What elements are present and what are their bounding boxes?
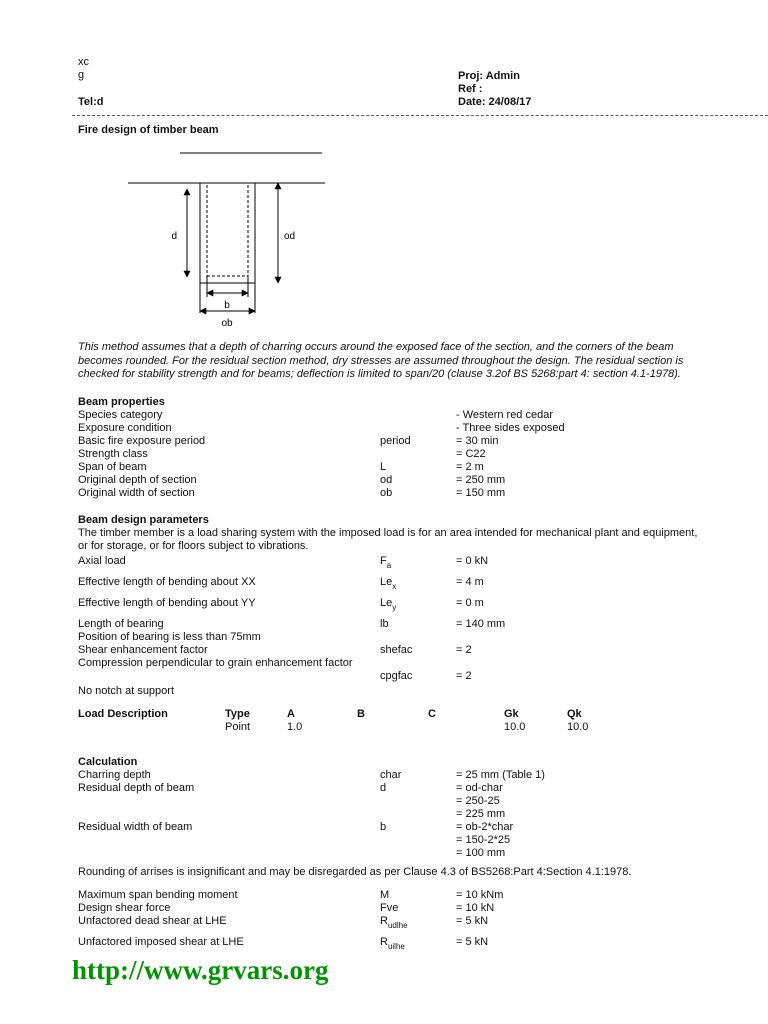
calculation-row — [78, 936, 702, 949]
dimension-ob-label: ob — [221, 318, 233, 329]
property-label: Exposure condition — [78, 421, 172, 434]
calculation-row — [78, 889, 702, 902]
calculation-rows-2 — [78, 889, 702, 949]
parameter-label: Compression perpendicular to grain enhancement factor — [78, 656, 353, 669]
parameter-value — [456, 657, 702, 670]
calculation-label: Unfactored imposed shear at LHE — [78, 935, 244, 948]
parameter-label: Shear enhancement factor — [78, 643, 208, 656]
property-row — [78, 435, 702, 448]
load-description-cell — [78, 721, 225, 734]
dimension-d-label: d — [171, 231, 177, 242]
parameter-value: = 2 — [456, 643, 472, 656]
load-type-cell: Point — [225, 720, 251, 733]
residual-section-outline — [207, 185, 248, 276]
bearing-position-note: Position of bearing is less than 75mm — [78, 630, 261, 643]
property-row — [78, 448, 702, 461]
calculation-value: = 250-25 — [456, 794, 500, 807]
property-value: = C22 — [456, 447, 486, 460]
calculation-label: Residual width of beam — [78, 820, 193, 833]
header-tel: Tel:d — [78, 96, 104, 108]
load-c-cell — [428, 721, 504, 734]
no-notch-note: No notch at support — [78, 684, 175, 697]
column-b: B — [357, 707, 365, 720]
column-gk: Gk — [504, 707, 519, 720]
header-line2: g — [78, 69, 85, 81]
symbol-subscript: y — [392, 602, 397, 612]
calculation-symbol: Fve — [380, 901, 399, 914]
parameter-row — [78, 576, 702, 589]
parameter-symbol: lb — [380, 617, 389, 630]
symbol-subscript: x — [392, 581, 397, 591]
dimension-od-label: od — [284, 231, 296, 242]
dimension-b-label: b — [224, 300, 230, 311]
dimension-ob — [200, 311, 255, 329]
parameter-row — [78, 670, 702, 683]
method-description: This method assumes that a depth of charring occurs around the exposed face of the section, and the corners of the beam becomes rounded. For the residual section method, dry stresses are assumed throughout the design. The residual section is checked for stability strength and for beams; deflection is limited to span/20 (clause 3.2of BS 5268:part 4: section 4.1-1978). — [78, 341, 684, 380]
calculation-value: = 150-2*25 — [456, 833, 511, 846]
header-left — [78, 56, 103, 109]
symbol-subscript: uilhe — [387, 941, 405, 951]
parameter-row — [78, 597, 702, 610]
load-qk-cell: 10.0 — [567, 720, 589, 733]
load-table-header — [78, 708, 702, 721]
calculation-symbol: $R_{uilhe}$ — [380, 935, 405, 951]
beam-properties-rows — [78, 409, 702, 500]
calculation-symbol: char — [380, 768, 402, 781]
design-parameter-rows — [78, 555, 702, 631]
parameter-row — [78, 618, 702, 631]
property-symbol: period — [380, 434, 411, 447]
property-label: Basic fire exposure period — [78, 434, 206, 447]
parameter-value: = 0 m — [456, 596, 484, 609]
calculation-row — [78, 769, 702, 782]
calculation-row — [78, 782, 702, 821]
property-row — [78, 422, 702, 435]
calculation-label: Design shear force — [78, 901, 171, 914]
dimension-b — [207, 293, 248, 311]
parameter-value: = 2 — [456, 669, 472, 682]
calculation-row — [78, 821, 702, 860]
symbol-subscript: udlhe — [387, 920, 408, 930]
parameter-label: Axial load — [78, 554, 126, 567]
property-value: = 30 min — [456, 434, 499, 447]
section-heading-calculation: Calculation — [78, 755, 138, 768]
calculation-rows — [78, 769, 702, 860]
symbol-subscript: a — [386, 560, 392, 570]
calculation-symbol: b — [380, 820, 387, 833]
property-value: = 150 mm — [456, 486, 506, 499]
design-parameter-rows-2 — [78, 644, 702, 683]
load-gk-cell: 10.0 — [504, 720, 526, 733]
parameter-symbol — [380, 657, 456, 670]
column-type: Type — [225, 707, 250, 720]
calculation-value: = 10 kNm — [456, 888, 504, 901]
parameter-value: = 4 m — [456, 575, 484, 588]
parameter-label: Length of bearing — [78, 617, 164, 630]
property-value: - Western red cedar — [456, 408, 554, 421]
calculation-label: Unfactored dead shear at LHE — [78, 914, 227, 927]
parameter-symbol: $F_a$ — [380, 554, 392, 570]
calculation-value: = 5 kN — [456, 935, 489, 948]
calculation-value-lines — [456, 782, 702, 821]
parameter-symbol: $Le_y$ — [380, 596, 397, 612]
property-symbol — [380, 448, 456, 461]
parameter-row — [78, 644, 702, 657]
calculation-symbol: d — [380, 781, 387, 794]
design-parameters-intro: The timber member is a load sharing system with the imposed load is for an area intended for mechanical plant and equipment, or for storage, or for floors subject to vibrations. — [78, 526, 698, 552]
slab-lines — [128, 153, 325, 183]
property-label: Span of beam — [78, 460, 147, 473]
calculation-label: Charring depth — [78, 768, 151, 781]
section-heading-design-parameters: Beam design parameters — [78, 513, 209, 526]
parameter-symbol: $Le_x$ — [380, 575, 397, 591]
dimension-od — [278, 183, 295, 283]
calculation-label: Maximum span bending moment — [78, 888, 238, 901]
property-row — [78, 474, 702, 487]
load-table-row — [78, 721, 702, 734]
parameter-label — [78, 670, 380, 683]
column-load-description: Load Description — [78, 707, 168, 720]
parameter-symbol: shefac — [380, 643, 413, 656]
property-row — [78, 409, 702, 422]
rounding-note: Rounding of arrises is insignificant and may be disregarded as per Clause 4.3 of BS5268:Part 4:Section 4.1:1978. — [78, 865, 632, 878]
calculation-row — [78, 902, 702, 915]
property-symbol — [380, 409, 456, 422]
column-a: A — [287, 707, 295, 720]
section-heading-beam-properties: Beam properties — [78, 395, 165, 408]
parameter-symbol: cpgfac — [380, 669, 413, 682]
parameter-row — [78, 657, 702, 670]
document-content — [0, 116, 768, 949]
property-symbol — [380, 422, 456, 435]
property-symbol: L — [380, 460, 387, 473]
calculation-symbol: M — [380, 888, 390, 901]
property-label: Strength class — [78, 447, 148, 460]
beam-outline — [200, 183, 255, 283]
calculation-label: Residual depth of beam — [78, 781, 195, 794]
beam-section-diagram — [128, 145, 388, 331]
footer-link[interactable]: http://www.grvars.org — [72, 954, 329, 985]
header-ref: Ref : — [458, 83, 483, 95]
load-b-cell — [357, 721, 428, 734]
parameter-label: Effective length of bending about YY — [78, 596, 256, 609]
property-value: = 250 mm — [456, 473, 506, 486]
calculation-value: = 5 kN — [456, 914, 489, 927]
calculation-value: = 225 mm — [456, 807, 506, 820]
calculation-value-lines — [456, 821, 702, 860]
property-label: Original depth of section — [78, 473, 197, 486]
calculation-value: = 10 kN — [456, 901, 495, 914]
parameter-value: = 140 mm — [456, 617, 506, 630]
property-row — [78, 461, 702, 474]
property-value: - Three sides exposed — [456, 421, 565, 434]
parameter-row — [78, 555, 702, 568]
property-label: Original width of section — [78, 486, 195, 499]
calculation-symbol: $R_{udlhe}$ — [380, 914, 408, 930]
calculation-row — [78, 915, 702, 928]
parameter-label: Effective length of bending about XX — [78, 575, 256, 588]
dimension-d — [171, 189, 187, 277]
property-value: = 2 m — [456, 460, 484, 473]
header-right — [458, 56, 698, 109]
column-c: C — [428, 707, 436, 720]
header-date: Date: 24/08/17 — [458, 96, 532, 108]
calculation-value: = 25 mm (Table 1) — [456, 768, 545, 781]
property-symbol: od — [380, 473, 393, 486]
calculation-value: = od-char — [456, 781, 503, 794]
calculation-value: = 100 mm — [456, 846, 506, 859]
parameter-value: = 0 kN — [456, 554, 489, 567]
property-symbol: ob — [380, 486, 393, 499]
document-header — [0, 0, 768, 109]
load-table — [78, 708, 702, 734]
load-a-cell: 1.0 — [287, 720, 303, 733]
header-line1: xc — [78, 56, 89, 68]
page-title: Fire design of timber beam — [78, 124, 219, 136]
property-label: Species category — [78, 408, 163, 421]
header-project: Proj: Admin — [458, 70, 520, 82]
property-row — [78, 487, 702, 500]
calculation-value: = ob-2*char — [456, 820, 514, 833]
column-qk: Qk — [567, 707, 582, 720]
